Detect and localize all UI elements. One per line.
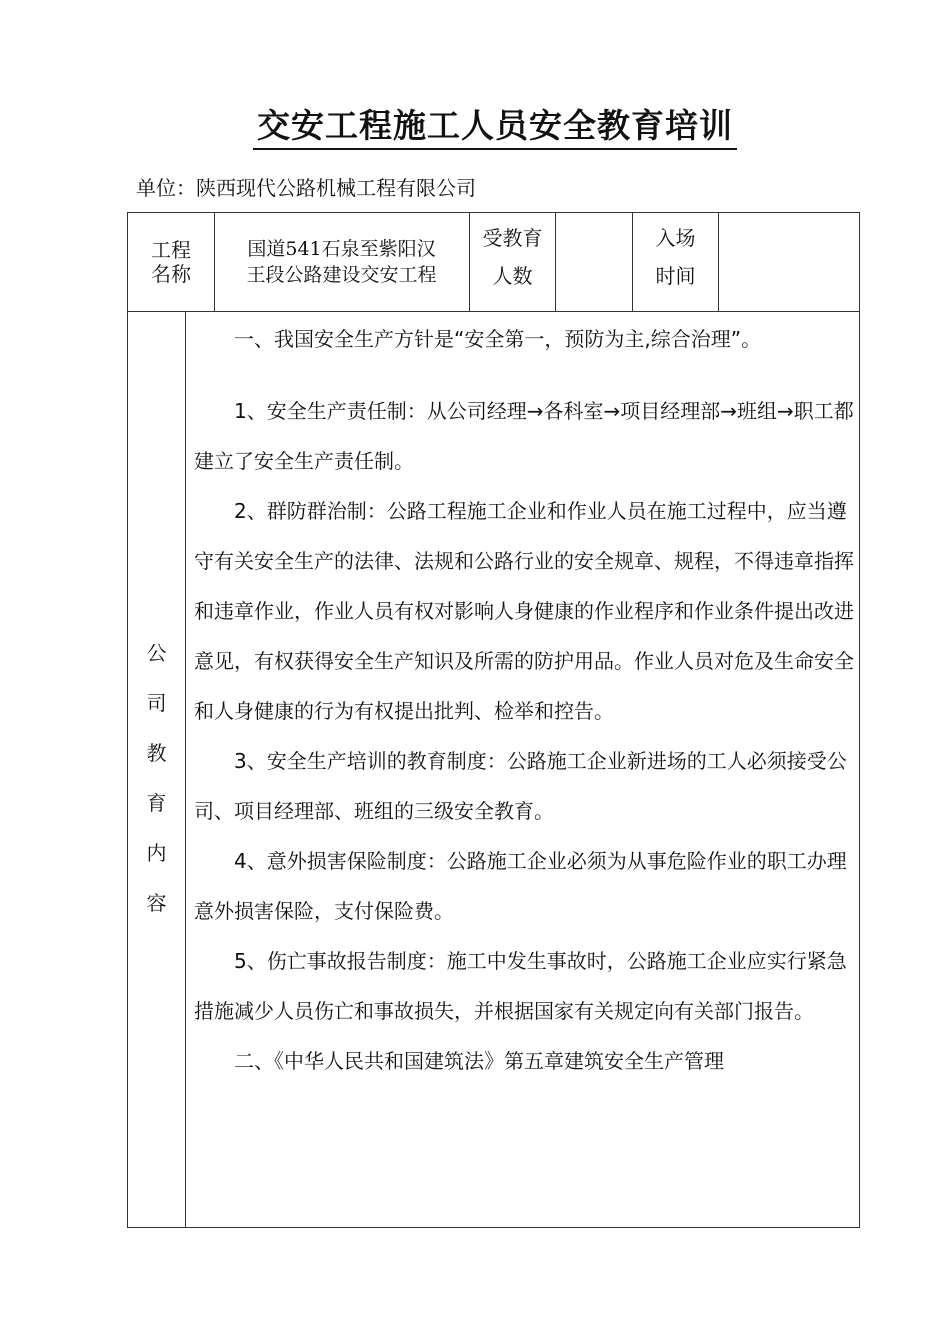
content-paragraph: 1、安全生产责任制：从公司经理→各科室→项目经理部→班组→职工都建立了安全生产责任制。 <box>194 399 854 473</box>
content-paragraph: 3、安全生产培训的教育制度：公路施工企业新进场的工人必须接受公司、项目经理部、班组的三级安全教育。 <box>194 749 847 823</box>
company-education-content-label <box>128 628 185 928</box>
project-label-line: 工程 <box>151 238 191 262</box>
col-divider <box>185 311 186 1228</box>
content-paragraph: 一、我国安全生产方针是“安全第一，预防为主,综合治理”。 <box>234 327 762 351</box>
col-divider <box>718 212 719 311</box>
entry-time-label <box>633 226 718 288</box>
unit-line: 单位：陕西现代公路机械工程有限公司 <box>136 176 476 200</box>
table-row-divider <box>127 311 860 312</box>
content-paragraph: 5、伤亡事故报告制度：施工中发生事故时，公路施工企业应实行紧急措施减少人员伤亡和事故损失，并根据国家有关规定向有关部门报告。 <box>194 949 847 1023</box>
trainees-label-line: 受教育 <box>482 226 543 250</box>
content-paragraph: 2、群防群治制：公路工程施工企业和作业人员在施工过程中，应当遵守有关安全生产的法律、法规和公路行业的安全规章、规程，不得违章指挥和违章作业，作业人员有权对影响人身健康的作业程序和作业条件提出改进意见，有权获得安全生产知识及所需的防护用品。作业人员对危及生命安全和人身健康的行为有权提出批判、检举和控告。 <box>194 499 854 723</box>
vertical-char: 育 <box>146 791 167 815</box>
content-paragraph: 4、意外损害保险制度：公路施工企业必须为从事危险作业的职工办理意外损害保险，支付保险费。 <box>194 849 847 923</box>
project-name-line: 国道541石泉至紫阳汉 <box>247 238 436 260</box>
entry-time-label-line: 入场 <box>655 226 696 250</box>
vertical-char: 公 <box>146 641 167 665</box>
document-title <box>0 100 950 147</box>
vertical-char: 容 <box>146 891 167 915</box>
trainees-label-line: 人数 <box>492 264 533 288</box>
entry-time-label-line: 时间 <box>655 264 696 288</box>
education-content <box>194 314 854 1086</box>
project-label-line: 名称 <box>151 262 191 286</box>
project-name-line: 王段公路建设交安工程 <box>246 264 437 286</box>
project-name-value <box>215 236 468 288</box>
vertical-char: 内 <box>146 841 167 865</box>
trainees-label <box>470 226 555 288</box>
vertical-char: 司 <box>146 691 167 715</box>
vertical-char: 教 <box>146 741 167 765</box>
col-divider <box>555 212 556 311</box>
content-paragraph: 二、《中华人民共和国建筑法》第五章建筑安全生产管理 <box>234 1049 724 1073</box>
project-label <box>128 238 214 286</box>
document-title-text: 交安工程施工人员安全教育培训 <box>253 106 737 150</box>
